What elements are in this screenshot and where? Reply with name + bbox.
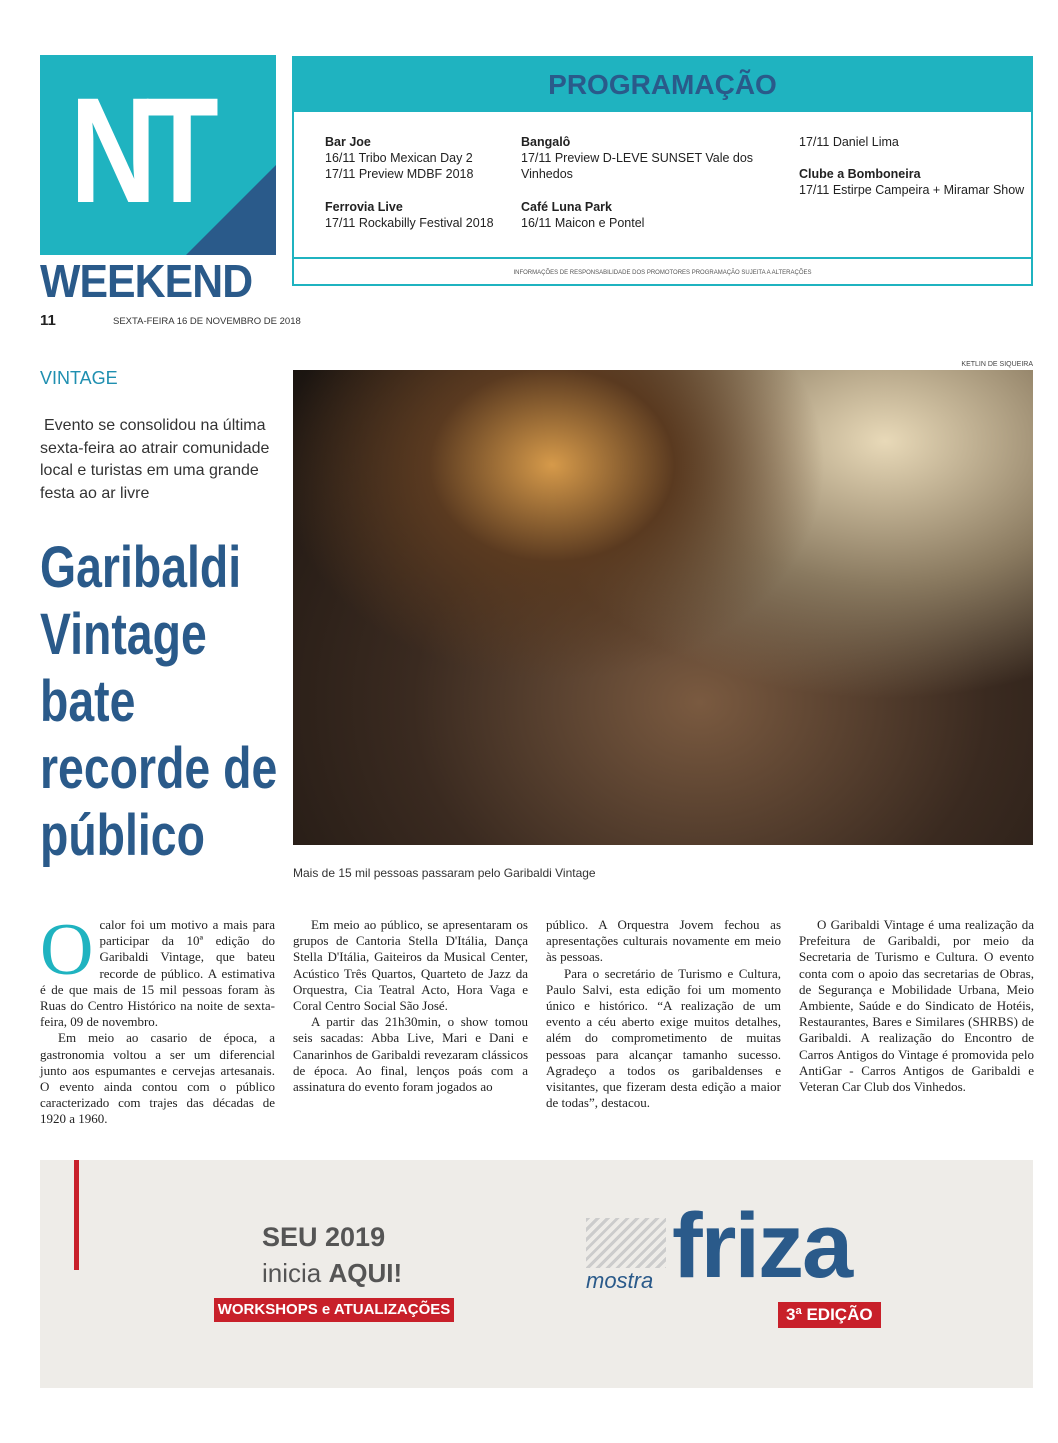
article-deck: Evento se consolidou na última sexta-feira ao atrair comunidade local e turistas em uma grande festa ao ar livre — [40, 417, 270, 502]
programacao-footnote: INFORMAÇÕES DE RESPONSABILIDADE DOS PROMOTORES PROGRAMAÇÃO SUJEITA A ALTERAÇÕES — [294, 257, 1031, 286]
logo-triangle — [186, 165, 276, 255]
paragraph: Em meio ao casario de época, a gastronomia voltou a ser um diferencial junto aos espumantes e cervejas artesanais. O evento ainda contou com o público caracterizado com trajes das décadas de 1920 a 1960. — [40, 1030, 275, 1127]
event-item: 17/11 Daniel Lima — [799, 135, 899, 149]
paragraph: Para o secretário de Turismo e Cultura, Paulo Salvi, esta edição foi um momento único e histórico. “A realização de um evento a céu aberto exige muitos detalhes, além do comprometimento de muitas pessoas para alcançar tamanho sucesso. Agradeço a todos os garibaldenses e visitantes, que fizeram desta edição a maior de todas”, destacou. — [546, 965, 781, 1111]
brand-logo: friza — [672, 1195, 852, 1297]
ad-accent-bar — [74, 1160, 79, 1270]
venue-name: Clube a Bomboneira — [799, 167, 921, 182]
event-item: 17/11 Preview D-LEVE SUNSET Vale dos Vinhedos — [521, 151, 754, 182]
edition-date: SEXTA-FEIRA 16 DE NOVEMBRO DE 2018 — [113, 316, 301, 327]
event-item: 17/11 Estirpe Campeira + Miramar Show — [799, 183, 1025, 198]
programacao-column — [325, 134, 521, 257]
programacao-title: PROGRAMAÇÃO — [294, 58, 1031, 112]
article-section: VINTAGE — [40, 368, 118, 388]
advertisement[interactable] — [40, 1160, 1033, 1388]
photo-credit: KETLIN DE SIQUEIRA — [961, 361, 1033, 368]
page-number: 11 — [40, 312, 56, 329]
paragraph: público. A Orquestra Jovem fechou as apresentações culturais novamente em meio às pessoas. — [546, 917, 781, 965]
section-name: WEEKEND — [40, 255, 253, 307]
event-item: 17/11 Rockabilly Festival 2018 — [325, 215, 494, 230]
body-column-2 — [293, 917, 528, 1095]
paragraph: Em meio ao público, se apresentaram os grupos de Cantoria Stella D'Itália, Dança Stella D'Itália, Gaiteiros da Musical Center, Acústico Três Quartos, Quarteto de Jazz da Orquestra, Cia Teatral Acto, Hora Vaga e Coral Centro Social São José. — [293, 917, 528, 1014]
photo-caption: Mais de 15 mil pessoas passaram pelo Garibaldi Vintage — [293, 866, 596, 880]
nt-logo — [40, 55, 276, 255]
venue-name: Bar Joe — [325, 135, 371, 149]
brand-prefix: mostra — [586, 1268, 654, 1293]
paragraph: A partir das 21h30min, o show tomou seis sacadas: Abba Live, Mari e Dani e Canarinhos de Garibaldi revezaram clássicos de época. Ao final, lenços poás com a assinatura do evento foram jogados ao — [293, 1014, 528, 1095]
dropcap: O — [40, 909, 94, 991]
body-column-4 — [799, 917, 1034, 1095]
ad-workshops-banner: WORKSHOPS e ATUALIZAÇÕES — [214, 1298, 454, 1322]
paragraph: calor foi um motivo a mais para participar da 10ª edição do Garibaldi Vintage, que bateu recorde de público. A estimativa é de que mais de 15 mil pessoas foram às Ruas do Centro Histórico na noite de sexta-feira, 09 de novembro. — [40, 917, 275, 1030]
brand-stripes-icon — [586, 1218, 666, 1268]
programacao-box — [292, 56, 1033, 286]
venue-name: Bangalô — [521, 135, 571, 149]
body-column-3 — [546, 917, 781, 1111]
ad-subline-text: inicia — [262, 1258, 329, 1288]
edition-badge: 3ª EDIÇÃO — [778, 1302, 881, 1328]
body-column-1 — [40, 909, 275, 1128]
programacao-column — [799, 134, 1024, 257]
ad-subline-bold: AQUI! — [328, 1258, 403, 1288]
event-item: 16/11 Maicon e Pontel — [521, 215, 645, 230]
ad-subline — [262, 1258, 402, 1289]
programacao-listings — [294, 112, 1031, 257]
paragraph: O Garibaldi Vintage é uma realização da Prefeitura de Garibaldi, por meio da Secretaria de Turismo e Cultura. O evento conta com o apoio das secretarias de Obras, de Segurança e Mobilidade Urbana, Meio Ambiente, Saúde e do Sindicato de Hotéis, Restaurantes, Bares e Similares (SHRBS) de Garibaldi. A realização do Encontro de Carros Antigos do Vintage é promovida pelo AntiGar - Carros Antigos de Garibaldi e Veteran Car Club dos Vinhedos. — [799, 917, 1034, 1095]
event-photo — [293, 370, 1033, 845]
event-item: 16/11 Tribo Mexican Day 2 — [325, 151, 473, 166]
article-headline: Garibaldi Vintage bate recorde de público — [40, 535, 278, 868]
venue-name: Ferrovia Live — [325, 199, 403, 214]
event-item: 17/11 Preview MDBF 2018 — [325, 167, 474, 182]
programacao-column — [521, 134, 799, 257]
ad-headline: SEU 2019 — [262, 1222, 386, 1252]
logo-text: NT — [70, 66, 208, 234]
venue-name: Café Luna Park — [521, 199, 613, 214]
